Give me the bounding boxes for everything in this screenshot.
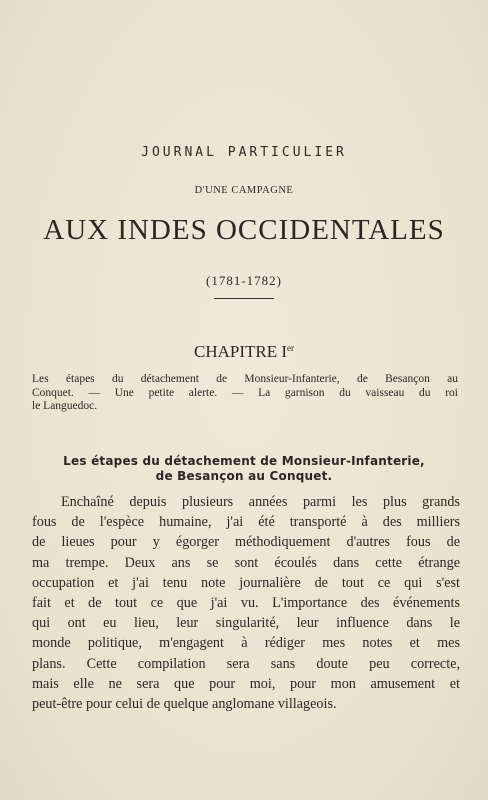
summary-line: le Languedoc. [32, 400, 98, 412]
summary-line: Conquet. — Une petite alerte. — La garnison du vaisseau du roi [32, 386, 458, 399]
body-line: ma trempe. Deux ans se sont écoulés dans cette étrange [32, 554, 460, 571]
subtitle: D'UNE CAMPAGNE [194, 185, 294, 196]
section-heading [0, 454, 488, 484]
overline-title: JOURNAL PARTICULIER [141, 145, 347, 160]
chapter-label: CHAPITRE I [193, 342, 288, 361]
body-line: monde politique, m'engagent à rédiger mes notes et mes [32, 635, 460, 652]
chapter-summary [32, 373, 458, 414]
body-line: plans. Cette compilation sera sans doute peu correcte, [32, 655, 460, 672]
body-line: mais elle ne sera que pour moi, pour mon amusement et [32, 675, 460, 692]
body-line: fait et de tout ce que j'ai vu. L'importance des événements [32, 595, 460, 612]
body-line: peut-être pour celui de quelque anglomane villageois. [32, 696, 337, 713]
body-line: occupation et j'ai tenu note journalière de tout ce qui s'est [32, 574, 460, 591]
body-line: fous de l'espèce humaine, j'ai été transporté à des milliers [32, 514, 460, 531]
body-paragraph [32, 492, 460, 714]
divider-rule [214, 298, 274, 299]
main-title: AUX INDES OCCIDENTALES [43, 214, 445, 246]
section-heading-line: Les étapes du détachement de Monsieur-Infanterie, [63, 454, 425, 468]
chapter-superscript: er [287, 343, 295, 353]
section-heading-line: de Besançon au Conquet. [155, 469, 333, 483]
body-line: qui ont eu lieu, leur singularité, leur influence dans le [32, 615, 460, 632]
summary-line: Les étapes du détachement de Monsieur-Infanterie, de Besançon au [32, 373, 458, 385]
body-line: Enchaîné depuis plusieurs années parmi les plus grands [61, 494, 460, 510]
body-line: de lieues pour y égorger méthodiquement d'autres fous de [32, 534, 460, 551]
chapter-heading [0, 342, 488, 362]
date-range: (1781-1782) [206, 273, 282, 288]
